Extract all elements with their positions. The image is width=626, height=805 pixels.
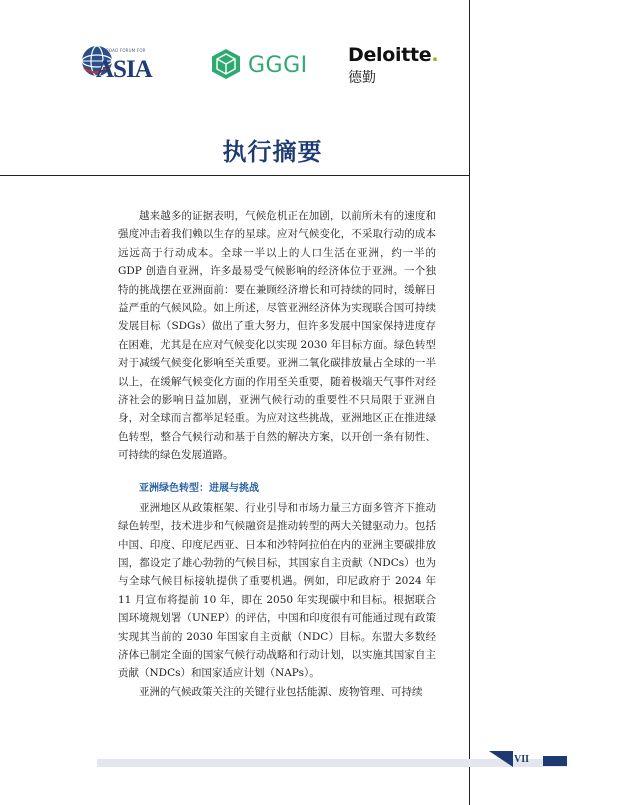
gggi-cube-icon [210,48,242,80]
header-divider-horizontal [0,175,469,176]
column-divider-vertical [469,0,470,805]
deloitte-green-dot: . [431,44,439,66]
boao-forum-asia-logo [76,38,186,90]
deloitte-logo-cn: 德勤 [348,70,376,86]
footer-accent-block [543,756,567,766]
deloitte-logo-en [348,44,438,66]
page-title: 执行摘要 [222,137,323,166]
gggi-logo [210,44,320,84]
gggi-logo-text: GGGI [248,53,308,78]
section-paragraph: 亚洲地区从政策框架、行业引导和市场力量三方面多管齐下推动绿色转型，技术进步和气候融资是推动转型的两大关键驱动力。包括中国、印度、印度尼西亚、日本和沙特阿拉伯在内的亚洲主要碳排放国，都设定了雄心勃勃的气候目标，其国家自主贡献（NDCs）也为与全球气候目标接轨提供了重要机遇。例如，印尼政府于 2024 年 11 月宣布将提前 10 年，即在 2050 年实现碳中和目标。根据联合国环境规划署（UNEP）的评估，中国和印度很有可能通过现有政策实现其当前的 2030 年国家自主贡献（NDC）目标。东盟大多数经济体已制定全面的国家气候行动战略和行动计划，以实施其国家自主贡献（NDCs）和国家适应计划（NAPs）。 [118,501,436,680]
page-number: VII [514,754,530,765]
intro-paragraph: 越来越多的证据表明，气候危机正在加剧，以前所未有的速度和强度冲击着我们赖以生存的星球。应对气候变化，不采取行动的成本远远高于行动成本。全球一半以上的人口生活在亚洲，约一半的 GDP 创造自亚洲，许多最易受气候影响的经济体位于亚洲。一个独特的挑战摆在亚洲面前：要在兼顾经济增长和可持续的同时，缓解日益严重的气候风险。如上所述，尽管亚洲经济体为实现联合国可持续发展目标（SDGs）做出了重大努力，但许多发展中国家保持进度存在困难，尤其是在应对气候变化以实现 2030 年目标方面。绿色转型对于减缓气候变化影响至关重要。亚洲二氧化碳排放量占全球的一半以上，在缓解气候变化方面的作用至关重要，随着极端天气事件对经济社会的影响日益加剧，亚洲气候行动的重要性不只局限于亚洲自身，对全球而言都举足轻重。为应对这些挑战，亚洲地区正在推进绿色转型，整合气候行动和基于自然的解决方案，以开创一条有韧性、可持续的绿色发展道路。 [118,210,436,462]
asia-logo-small-text: BOAO FORUM FOR [106,48,146,53]
section-paragraph: 亚洲的气候政策关注的关键行业包括能源、废物管理、可持续 [139,685,423,698]
footer-accent-triangle [489,751,513,767]
deloitte-logo [348,44,448,88]
body-text [118,207,436,701]
deloitte-wordmark: Deloitte [348,44,432,66]
asia-logo-text: ASIA [96,56,152,83]
partner-logos [76,34,448,94]
section-heading: 亚洲绿色转型：进展与挑战 [139,482,259,494]
